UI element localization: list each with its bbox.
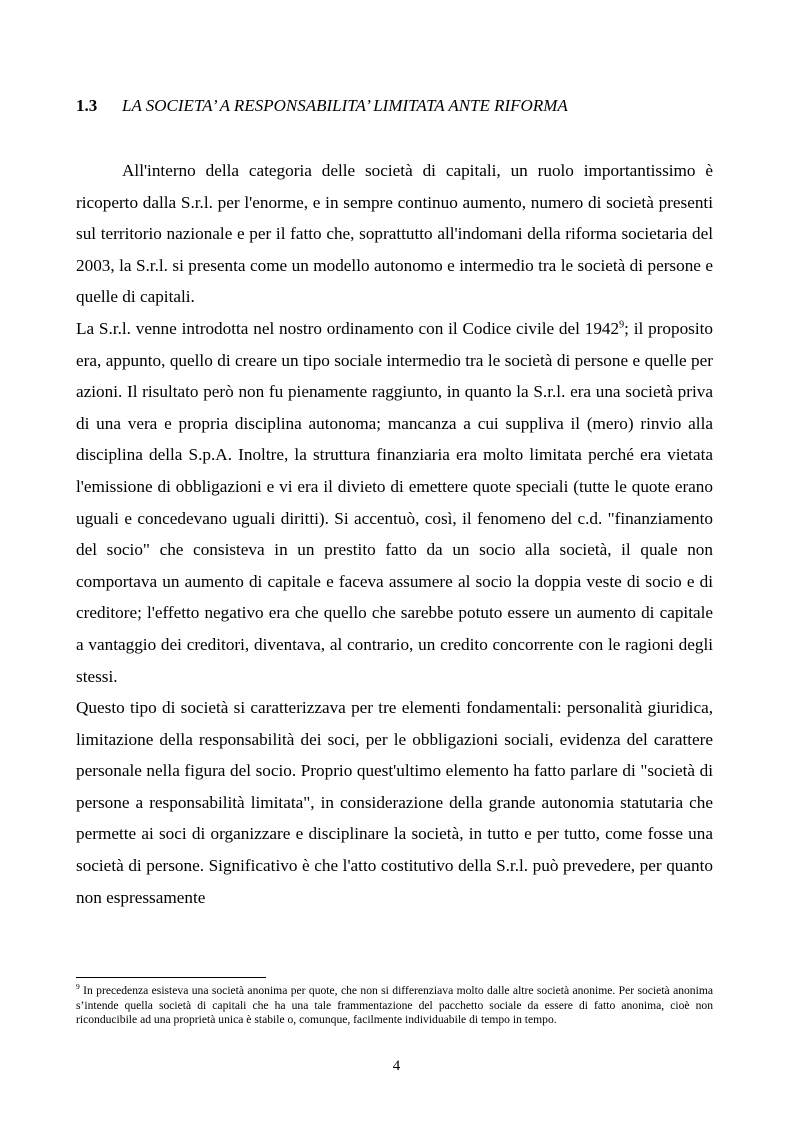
footnote-marker: 9	[76, 982, 80, 992]
paragraph-3: Questo tipo di società si caratterizzava per tre elementi fondamentali: personalità giuridica, limitazione della responsabilità dei soci, per le obbligazioni sociali, evidenza del carattere personale nella figura del socio. Proprio quest'ultimo elemento ha fatto parlare di "società di persone a responsabilità limitata", in considerazione della grande autonomia statutaria che permette ai soci di organizzare e disciplinare la società, in tutto e per tutto, come fosse una società di persone. Significativo è che l'atto costitutivo della S.r.l. può prevedere, per quanto non espressamente	[76, 698, 713, 907]
section-heading	[76, 94, 568, 118]
footnote-text: In precedenza esisteva una società anonima per quote, che non si differenziava molto dalle altre società anonime. Per società anonima s’intende quella società di capitali che ha una tale frammentazione del pacchetto sociale da essere di fatto anonima, cioè non riconducibile ad una proprietà unica è stabile o, comunque, facilmente individuabile di tempo in tempo.	[76, 984, 713, 1026]
body-text	[76, 155, 713, 913]
paragraph-2	[76, 313, 713, 692]
paragraph-1: All'interno della categoria delle società di capitali, un ruolo importantissimo è ricoperto dalla S.r.l. per l'enorme, e in sempre continuo aumento, numero di società presenti sul territorio nazionale e per il fatto che, soprattutto all'indomani della riforma societaria del 2003, la S.r.l. si presenta come un modello autonomo e intermedio tra le società di persone e quelle di capitali.	[76, 161, 713, 307]
paragraph-2-text-before-ref: La S.r.l. venne introdotta nel nostro ordinamento con il Codice civile del 1942	[76, 318, 620, 338]
footnote	[76, 984, 713, 1028]
page-number: 4	[392, 1058, 401, 1074]
footnote-reference[interactable]: 9	[619, 319, 625, 331]
paragraph-2-text-after-ref: ; il proposito era, appunto, quello di creare un tipo sociale intermedio tra le società di persone e quelle per azioni. Il risultato però non fu pienamente raggiunto, in quanto la S.r.l. era una società priva di una vera e propria disciplina autonoma; mancanza a cui suppliva il (mero) rinvio alla disciplina della S.p.A. Inoltre, la struttura finanziaria era molto limitata perché era vietata l'emissione di obbligazioni e vi era il divieto di emettere quote speciali (tutte le quote erano uguali e concedevano uguali diritti). Si accentuò, così, il fenomeno del c.d. "finanziamento del socio" che consisteva in un prestito fatto da un socio alla società, il quale non comportava un aumento di capitale e faceva assumere al socio la doppia veste di socio e di creditore; l'effetto negativo era che quello che sarebbe potuto essere un aumento di capitale a vantaggio dei creditori, diventava, al contrario, un credito concorrente con le ragioni degli stessi.	[76, 318, 713, 686]
section-number: 1.3	[76, 96, 98, 115]
footnote-separator	[76, 977, 266, 978]
section-title: LA SOCIETA’ A RESPONSABILITA’ LIMITATA ANTE RIFORMA	[122, 96, 568, 115]
